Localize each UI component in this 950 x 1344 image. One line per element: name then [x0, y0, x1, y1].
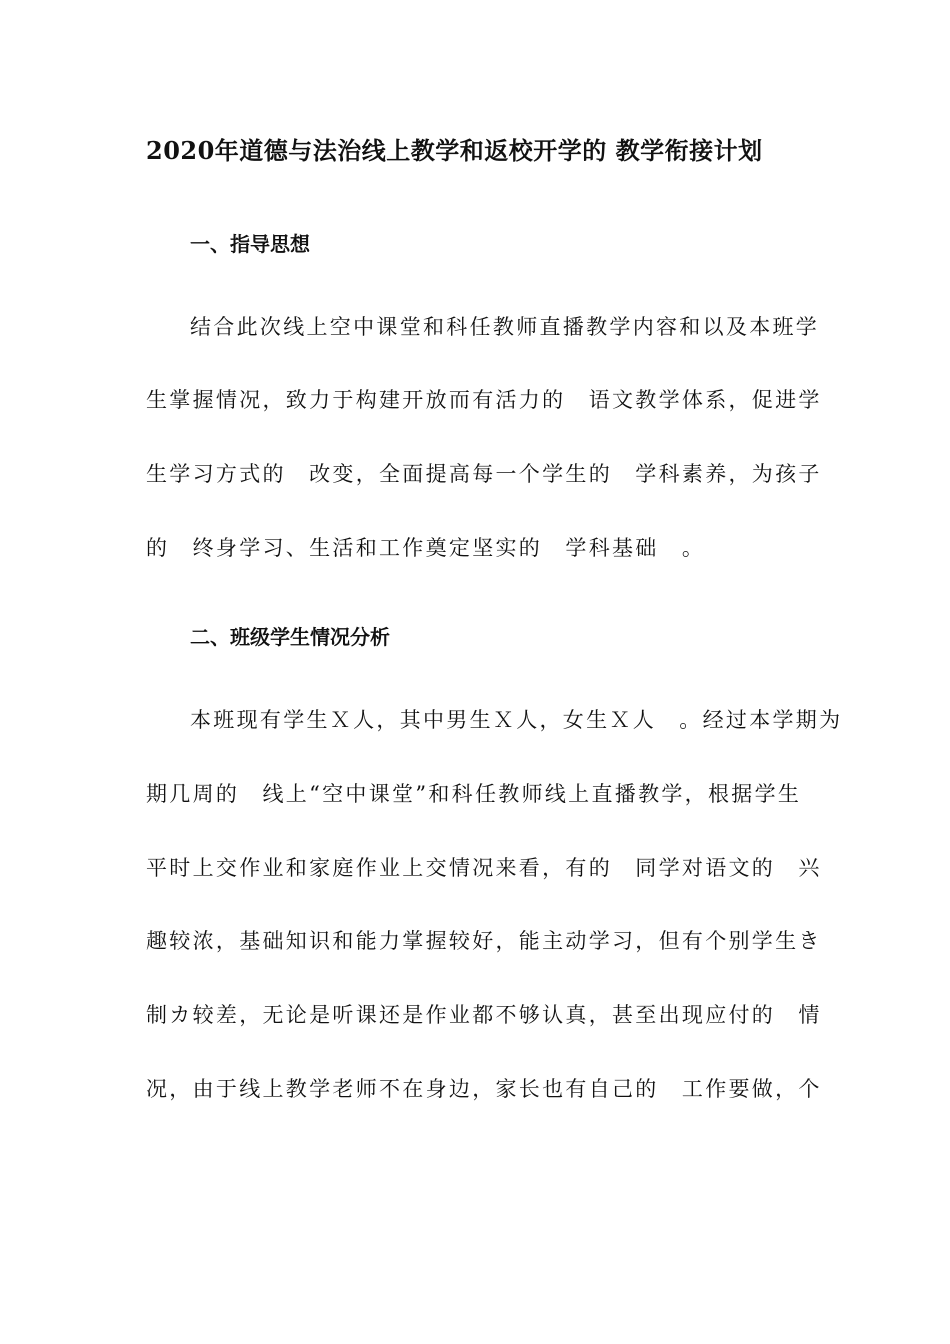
paragraph-line: 平时上交作业和家庭作业上交情况来看，有的 同学对语文的 兴	[146, 856, 822, 880]
paragraph-line: 趣较浓，基础知识和能力掌握较好，能主动学习，但有个别学生き	[146, 929, 822, 953]
paragraph-line: 结合此次线上空中课堂和科任教师直播教学内容和以及本班学	[190, 315, 820, 339]
paragraph-line: 本班现有学生Ｘ人，其中男生Ｘ人，女生Ｘ人 。经过本学期为	[190, 708, 843, 732]
paragraph-line: 生掌握情况，致力于构建开放而有活力的 语文教学体系，促进学	[146, 388, 822, 412]
section-heading-guiding-ideology: 一、指导思想	[190, 232, 310, 256]
paragraph-line: 制カ较差，无论是听课还是作业都不够认真，甚至出现应付的 情	[146, 1003, 822, 1027]
document-title: 2020年道德与法治线上教学和返校开学的 教学衔接计划	[146, 136, 763, 165]
paragraph-line: 况，由于线上教学老师不在身边，家长也有自己的 工作要做，个	[146, 1077, 822, 1101]
paragraph-line: 的 终身学习、生活和工作奠定坚实的 学科基础 。	[146, 536, 706, 560]
paragraph-line: 期几周的 线上“空中课堂”和科任教师线上直播教学，根据学生	[146, 782, 802, 806]
section-heading-class-analysis: 二、班级学生情况分析	[190, 625, 390, 649]
paragraph-line: 生学习方式的 改变，全面提高每一个学生的 学科素养，为孩子	[146, 462, 822, 486]
